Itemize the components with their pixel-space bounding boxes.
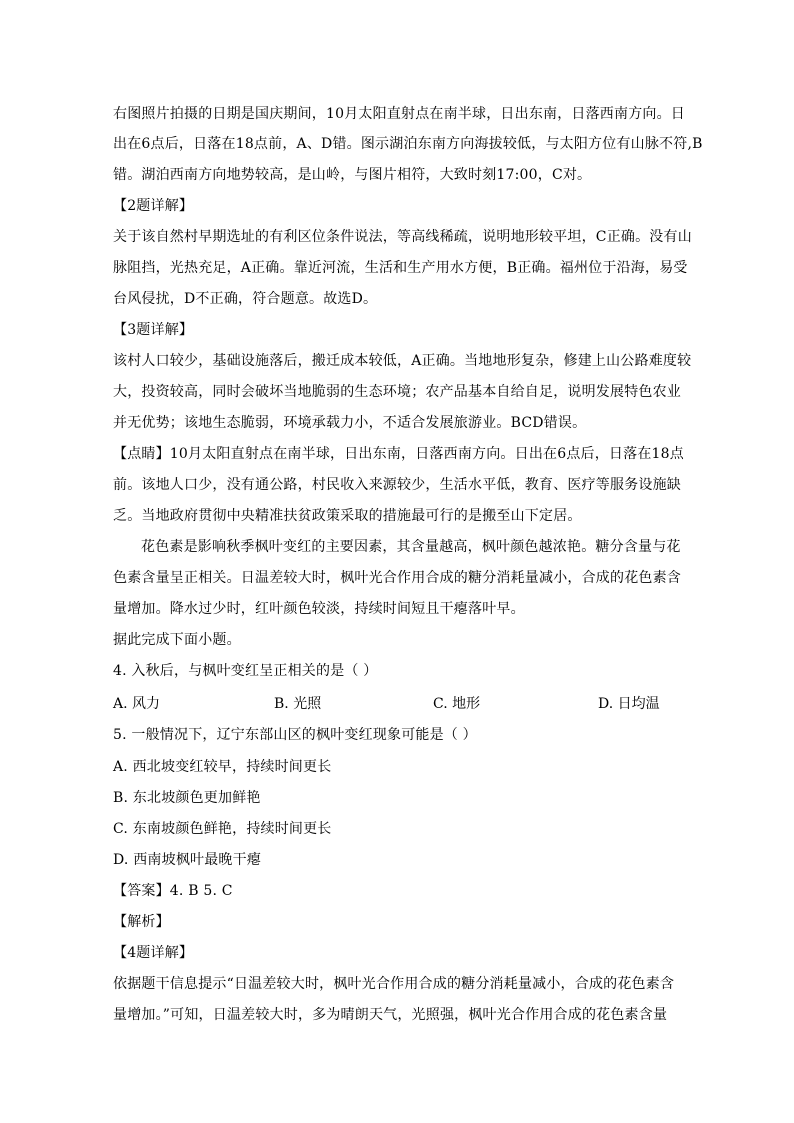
q4-option-d: D. 日均温 [598,696,660,712]
section-heading: 【4题详解】 [113,945,194,961]
note-line: 前。该地人口少，没有通公路，村民收入来源较少，生活水平低，教育、医疗等服务设施缺 [113,477,681,493]
q4-option-a: A. 风力 [113,696,161,712]
passage-line: 量增加。降水过少时，红叶颜色较淡，持续时间短且干瘪落叶早。 [113,601,525,617]
question-5: 5. 一般情况下，辽宁东部山区的枫叶变红现象可能是（ ） [113,727,477,743]
text-line: 出在6点后，日落在18点前，A、D错。图示湖泊东南方向海拔较低，与太阳方位有山脉不符,B [113,136,703,152]
text-line: 并无优势；该地生态脆弱，环境承载力小，不适合发展旅游业。BCD错误。 [113,415,587,431]
text-line: 关于该自然村早期选址的有利区位条件说法，等高线稀疏，说明地形较平坦，C正确。没有山 [113,229,692,245]
text-line: 大，投资较高，同时会破坏当地脆弱的生态环境；农产品基本自给自足，说明发展特色农业 [113,384,681,400]
text-line: 脉阻挡，光热充足，A正确。靠近河流，生活和生产用水方便，B正确。福州位于沿海，易受 [113,260,688,276]
text-line: 台风侵扰，D不正确，符合题意。故选D。 [113,291,378,307]
answer-line: 【答案】4. B 5. C [113,883,233,899]
section-heading: 【2题详解】 [113,198,194,214]
q5-option-d: D. 西南坡枫叶最晚干瘪 [113,852,262,868]
q5-option-b: B. 东北坡颜色更加鲜艳 [113,790,261,806]
text-line: 依据题干信息提示“日温差较大时，枫叶光合作用合成的糖分消耗量减小，合成的花色素含 [113,976,675,992]
instruction-line: 据此完成下面小题。 [113,632,241,648]
q5-option-c: C. 东南坡颜色鲜艳，持续时间更长 [113,821,332,837]
text-line: 右图照片拍摄的日期是国庆期间，10月太阳直射点在南半球，日出东南，日落西南方向。日 [113,106,686,122]
q4-option-b: B. 光照 [274,696,322,712]
text-line: 量增加。”可知，日温差较大时，多为晴朗天气，光照强，枫叶光合作用合成的花色素含量 [113,1007,668,1023]
note-line: 乏。当地政府贯彻中央精准扶贫政策采取的措施最可行的是搬至山下定居。 [113,508,582,524]
analysis-heading: 【解析】 [113,914,170,930]
q4-option-c: C. 地形 [433,696,481,712]
text-line: 错。湖泊西南方向地势较高，是山岭，与图片相符，大致时刻17:00，C对。 [113,167,592,183]
passage-line: 花色素是影响秋季枫叶变红的主要因素，其含量越高，枫叶颜色越浓艳。糖分含量与花 [141,539,681,555]
note-line: 【点睛】10月太阳直射点在南半球，日出东南，日落西南方向。日出在6点后，日落在18点 [113,446,684,462]
passage-line: 色素含量呈正相关。日温差较大时，枫叶光合作用合成的糖分消耗量减小，合成的花色素含 [113,570,681,586]
text-line: 该村人口较少，基础设施落后，搬迁成本较低，A正确。当地地形复杂，修建上山公路难度较 [113,353,692,369]
question-4: 4. 入秋后，与枫叶变红呈正相关的是（ ） [113,663,378,679]
q5-option-a: A. 西北坡变红较早，持续时间更长 [113,759,332,775]
section-heading: 【3题详解】 [113,322,194,338]
